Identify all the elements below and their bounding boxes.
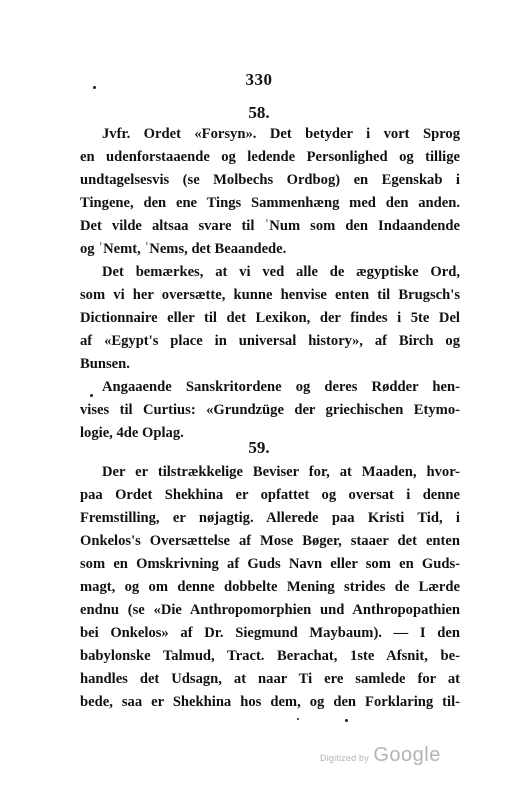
text-line: som vi her oversætte, kunne henvise enten til Brugsch's [80, 287, 460, 303]
text-line: bede, saa er Shekhina hos dem, og den Forklaring til- [80, 694, 460, 710]
google-digitized-watermark [320, 744, 441, 767]
text-line: Onkelos's Oversættelse af Mose Bøger, staaer det enten [80, 533, 460, 549]
text-line: en udenforstaaende og ledende Personlighed og tillige [80, 149, 460, 165]
section-heading-59: 59. [248, 438, 270, 457]
section-heading-58: 58. [248, 103, 270, 122]
text-line: Det vilde altsaa svare til ʿNum som den Indaandende [80, 218, 460, 234]
section-58-body [80, 123, 460, 445]
text-line: og ʿNemt, ʿNems, det Beaandede. [80, 241, 287, 257]
text-line: undtagelsesvis (se Molbechs Ordbog) en Egenskab i [80, 172, 460, 188]
watermark-brand: Google [373, 744, 441, 766]
print-speck [345, 719, 348, 722]
text-line: Det bemærkes, at vi ved alle de ægyptiske Ord, [102, 264, 460, 280]
text-line: Bunsen. [80, 356, 130, 372]
text-line: vises til Curtius: «Grundzüge der griechischen Etymo- [80, 402, 460, 418]
text-line: af «Egypt's place in universal history», af Birch og [80, 333, 460, 349]
section-59-body [80, 461, 460, 714]
text-line: Tingene, den ene Tings Sammenhæng med den anden. [80, 195, 460, 211]
text-line: Dictionnaire eller til det Lexikon, der findes i 5te Del [80, 310, 460, 326]
text-line: som en Omskrivning af Guds Navn eller som en Guds- [80, 556, 460, 572]
text-line: logie, 4de Oplag. [80, 425, 184, 441]
text-line: bei Onkelos» af Dr. Siegmund Maybaum). — I den [80, 625, 460, 641]
text-line: babylonske Talmud, Tract. Berachat, 1ste Afsnit, be- [80, 648, 460, 664]
watermark-prefix: Digitized by [320, 753, 369, 763]
text-line: Fremstilling, er nøjagtig. Allerede paa Kristi Tid, i [80, 510, 460, 526]
text-line: endnu (se «Die Anthropomorphien und Anthropopathien [80, 602, 460, 618]
print-speck [90, 394, 93, 397]
print-speck [297, 718, 299, 720]
text-line: magt, og om denne dobbelte Mening strides de Lærde [80, 579, 460, 595]
text-line: Jvfr. Ordet «Forsyn». Det betyder i vort Sprog [102, 126, 460, 142]
page-number: 330 [245, 70, 273, 89]
text-line: Der er tilstrækkelige Beviser for, at Maaden, hvor- [102, 464, 460, 480]
text-line: Angaaende Sanskritordene og deres Rødder hen- [102, 379, 460, 395]
print-speck [93, 86, 96, 89]
text-line: paa Ordet Shekhina er opfattet og oversat i denne [80, 487, 460, 503]
text-line: handles det Udsagn, at naar Ti ere samlede for at [80, 671, 460, 687]
